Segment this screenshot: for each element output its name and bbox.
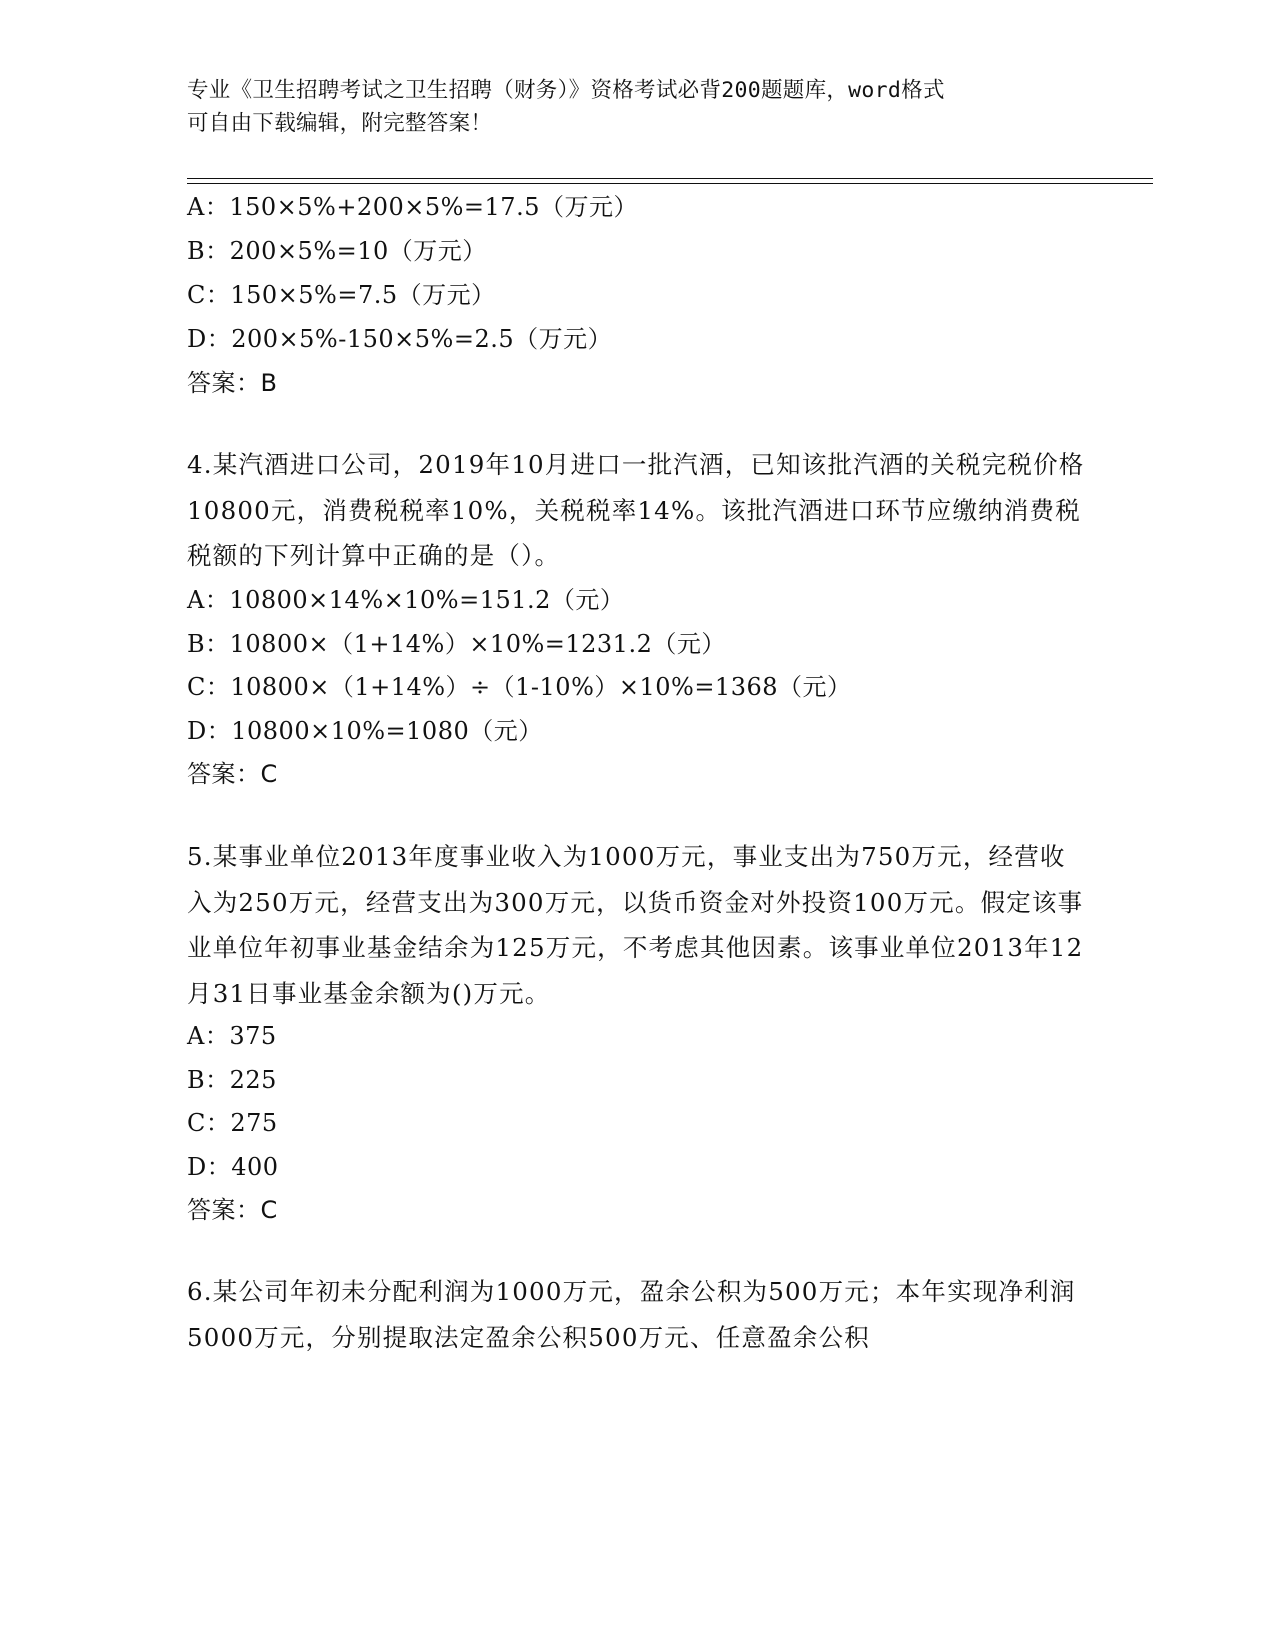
- q6-stem: 6.某公司年初未分配利润为1000万元，盈余公积为500万元；本年实现净利润5000万元，分别提取法定盈余公积500万元、任意盈余公积: [187, 1277, 1076, 1352]
- q4-answer: 答案：C: [187, 760, 278, 788]
- q5-answer: 答案：C: [187, 1196, 278, 1224]
- header-rule-bottom: [187, 183, 1153, 184]
- q3-answer: 答案：B: [187, 369, 278, 397]
- q5-option-b: B：225: [187, 1066, 277, 1094]
- header-rule-top: [187, 178, 1153, 179]
- q3-option-d: D：200×5%-150×5%=2.5（万元）: [187, 325, 613, 353]
- q4-option-b: B：10800×（1+14%）×10%=1231.2（元）: [187, 630, 726, 658]
- q4-option-c: C：10800×（1+14%）÷（1-10%）×10%=1368（元）: [187, 673, 852, 701]
- q5-stem: 5.某事业单位2013年度事业收入为1000万元，事业支出为750万元，经营收入为250万元，经营支出为300万元，以货币资金对外投资100万元。假定该事业单位年初事业基金结余为125万元，不考虑其他因素。该事业单位2013年12月31日事业基金余额为()万元。: [187, 842, 1084, 1008]
- q3-option-c: C：150×5%=7.5（万元）: [187, 281, 496, 309]
- q4-option-d: D：10800×10%=1080（元）: [187, 717, 543, 745]
- q3-option-b: B：200×5%=10（万元）: [187, 237, 487, 265]
- q4-option-a: A：10800×14%×10%=151.2（元）: [187, 586, 625, 614]
- q4-stem: 4.某汽酒进口公司，2019年10月进口一批汽酒，已知该批汽酒的关税完税价格10800元，消费税税率10%，关税税率14%。该批汽酒进口环节应缴纳消费税税额的下列计算中正确的是（）。: [187, 450, 1085, 570]
- document-header: [187, 74, 1087, 140]
- header-line-1: 专业《卫生招聘考试之卫生招聘（财务）》资格考试必背200题题库，word格式: [187, 78, 945, 103]
- q3-option-a: A：150×5%+200×5%=17.5（万元）: [187, 193, 638, 221]
- q5-option-d: D：400: [187, 1153, 279, 1181]
- header-line-2: 可自由下载编辑，附完整答案！: [187, 111, 493, 136]
- q5-option-c: C：275: [187, 1109, 278, 1137]
- q5-option-a: A：375: [187, 1022, 277, 1050]
